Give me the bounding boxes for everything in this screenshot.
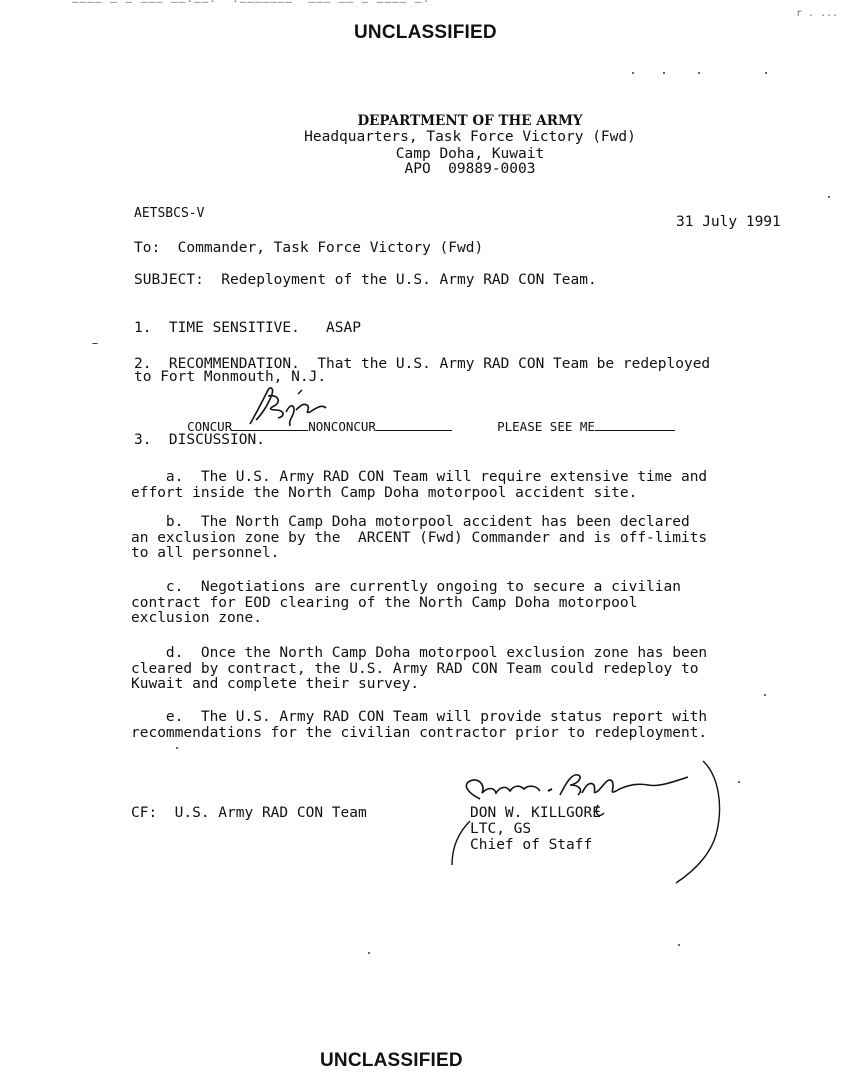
- paragraph-d-line-2: cleared by contract, the U.S. Army RAD CON Team could redeploy to: [131, 661, 699, 677]
- office-symbol: AETSBCS-V: [134, 206, 205, 221]
- scan-header-marks: ———— — — ——— ——·——· ·——————— ——— —— — ———— —·: [72, 0, 431, 8]
- scan-corner-marks: r . ...: [796, 8, 839, 19]
- memo-date: 31 July 1991: [676, 214, 781, 230]
- scan-speck: [368, 952, 370, 954]
- handwritten-initials-icon: [238, 380, 358, 430]
- item-3: 3. DISCUSSION.: [134, 432, 265, 448]
- classification-banner-top: UNCLASSIFIED: [354, 22, 497, 43]
- paragraph-e-line-2: recommendations for the civilian contractor prior to redeployment.: [131, 725, 708, 741]
- nonconcur-blank: [376, 418, 452, 431]
- scan-speck: [678, 944, 680, 946]
- paragraph-e-line-1: e. The U.S. Army RAD CON Team will provide status report with: [131, 709, 708, 725]
- paragraph-c-line-1: c. Negotiations are currently ongoing to secure a civilian: [131, 579, 681, 595]
- subject-line: SUBJECT: Redeployment of the U.S. Army RAD CON Team.: [134, 272, 597, 288]
- classification-banner-bottom: UNCLASSIFIED: [320, 1050, 463, 1071]
- signature-name: DON W. KILLGORE: [470, 805, 601, 821]
- signature-rank: LTC, GS: [470, 821, 532, 837]
- letterhead-hq: Headquarters, Task Force Victory (Fwd): [304, 129, 636, 145]
- paragraph-b-line-2: an exclusion zone by the ARCENT (Fwd) Commander and is off-limits: [131, 530, 708, 546]
- paragraph-b-line-1: b. The North Camp Doha motorpool accident has been declared: [131, 514, 690, 530]
- paragraph-c-line-2: contract for EOD clearing of the North Camp Doha motorpool: [131, 595, 638, 611]
- signature-title: Chief of Staff: [470, 837, 593, 853]
- concur-label: CONCUR: [187, 419, 233, 434]
- please-see-me-blank: [595, 418, 675, 431]
- nonconcur-label: NONCONCUR: [308, 419, 376, 434]
- paragraph-b-line-3: to all personnel.: [131, 545, 280, 561]
- letterhead-org: DEPARTMENT OF THE ARMY: [357, 113, 583, 129]
- paragraph-d-line-1: d. Once the North Camp Doha motorpool exclusion zone has been: [131, 645, 708, 661]
- scan-speck: [632, 72, 634, 74]
- scan-speck: [765, 72, 767, 74]
- cf-line: CF: U.S. Army RAD CON Team: [131, 805, 367, 821]
- to-line: To: Commander, Task Force Victory (Fwd): [134, 240, 484, 256]
- scan-speck: [176, 747, 178, 749]
- paragraph-c-line-3: exclusion zone.: [131, 610, 262, 626]
- letterhead-location: Camp Doha, Kuwait: [395, 146, 545, 162]
- paragraph-a-line-2: effort inside the North Camp Doha motorpool accident site.: [131, 485, 638, 501]
- scan-speck: [663, 72, 665, 74]
- paragraph-d-line-3: Kuwait and complete their survey.: [131, 676, 420, 692]
- scan-speck: [698, 72, 700, 74]
- scan-speck: [738, 781, 740, 783]
- please-see-me-label: PLEASE SEE ME: [497, 419, 595, 434]
- scan-speck: [92, 343, 98, 344]
- item-2-line-2: to Fort Monmouth, N.J.: [134, 369, 327, 385]
- paragraph-a-line-1: a. The U.S. Army RAD CON Team will require extensive time and: [131, 469, 708, 485]
- letterhead-apo: APO 09889-0003: [404, 161, 536, 177]
- item-2-line-1: 2. RECOMMENDATION. That the U.S. Army RAD CON Team be redeployed: [134, 356, 711, 372]
- scan-speck: [828, 196, 830, 198]
- scan-speck: [764, 694, 766, 696]
- item-1: 1. TIME SENSITIVE. ASAP: [134, 320, 361, 336]
